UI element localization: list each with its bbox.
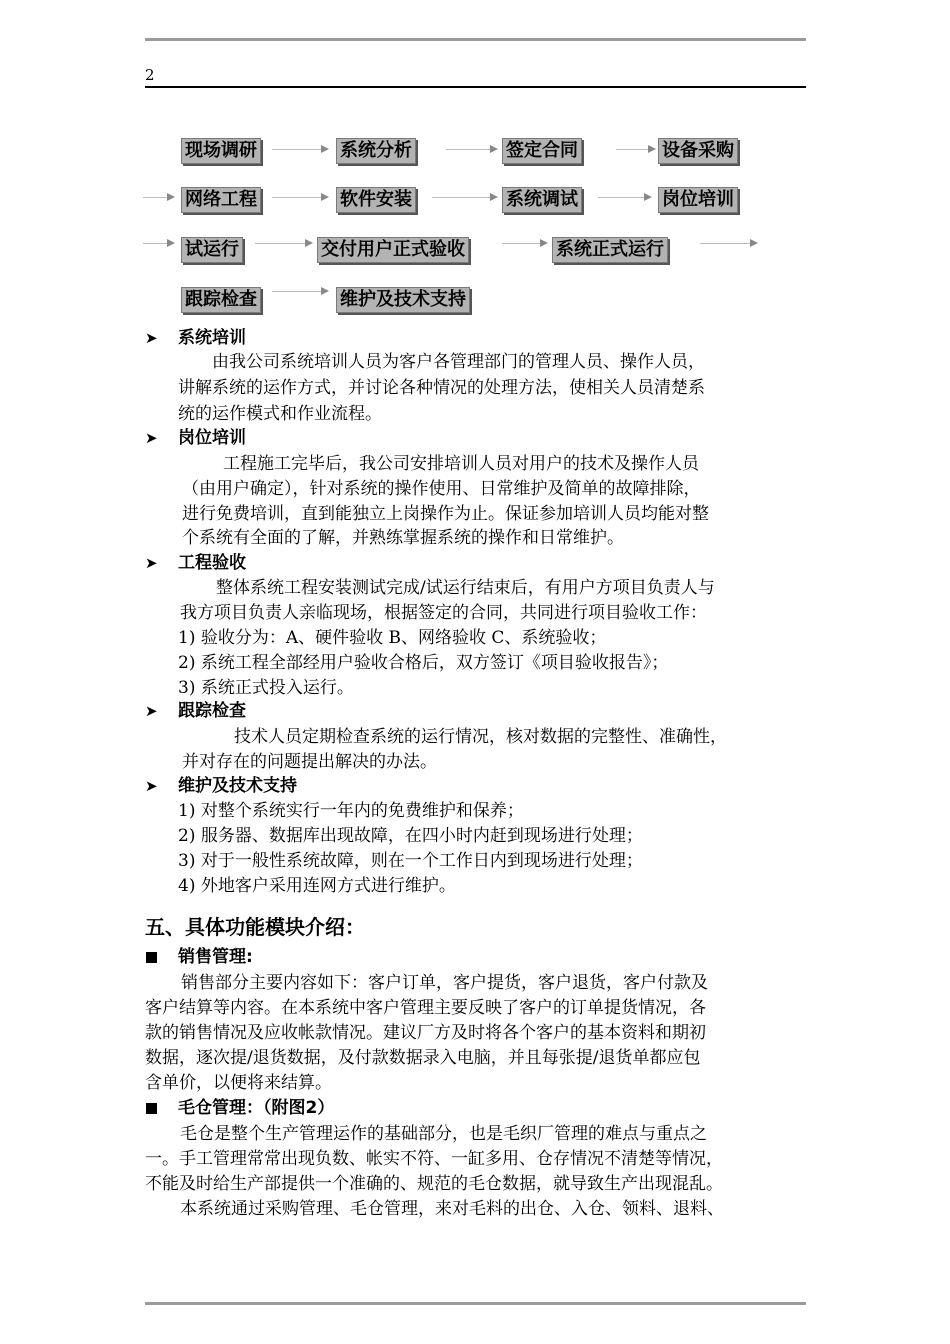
paragraph-line: 个系统有全面的了解，并熟练掌握系统的操作和日常维护。 <box>182 528 624 548</box>
chapter-title: 五、具体功能模块介绍： <box>145 915 365 939</box>
section-title-maintenance: 维护及技术支持 <box>178 776 297 796</box>
paragraph-line: 不能及时给生产部提供一个准确的、规范的毛仓数据，就导致生产出现混乱。 <box>145 1174 723 1194</box>
flow-arrow <box>432 197 496 198</box>
flow-step-user-acceptance: 交付用户正式验收 <box>317 237 469 263</box>
page-number: 2 <box>145 66 155 84</box>
flow-step-formal-operation: 系统正式运行 <box>552 237 668 263</box>
square-bullet-icon <box>146 1103 157 1114</box>
process-flow-diagram <box>0 0 950 320</box>
paragraph-line: （由用户确定），针对系统的操作使用、日常维护及简单的故障排除， <box>182 479 701 499</box>
paragraph-line: 技术人员定期检查系统的运行情况，核对数据的完整性、准确性， <box>234 727 727 747</box>
section-title-sales: 销售管理: <box>178 947 253 967</box>
flow-arrow <box>272 149 327 150</box>
paragraph-line: 数据，逐次提/退货数据，及付款数据录入电脑，并且每张提/退货单都应包 <box>145 1048 701 1068</box>
paragraph-line: 一。手工管理常常出现负数、帐实不符、一缸多用、仓存情况不清楚等情况， <box>145 1149 723 1169</box>
flow-step-system-analysis: 系统分析 <box>336 138 416 164</box>
section-title-training: 系统培训 <box>178 328 246 348</box>
paragraph-line: 我方项目负责人亲临现场，根据签定的合同，共同进行项目验收工作： <box>180 603 707 623</box>
flow-connector <box>616 149 654 150</box>
flow-step-maintenance: 维护及技术支持 <box>336 287 470 313</box>
flow-step-trial-run: 试运行 <box>181 237 243 263</box>
paragraph-line: 销售部分主要内容如下：客户订单，客户提货，客户退货，客户付款及 <box>181 973 708 993</box>
list-item: 1) 验收分为：A、硬件验收 B、网络验收 C、系统验收； <box>178 628 607 648</box>
section-title-post-training: 岗位培训 <box>178 428 246 448</box>
arrow-bullet-icon: ➤ <box>145 702 158 720</box>
flow-arrow <box>143 243 173 244</box>
flow-arrow <box>446 149 496 150</box>
paragraph-line: 本系统通过采购管理、毛仓管理，来对毛料的出仓、入仓、领料、退料、 <box>180 1199 724 1219</box>
square-bullet-icon <box>146 952 157 963</box>
paragraph-line: 统的运作模式和作业流程。 <box>178 404 382 424</box>
arrow-bullet-icon: ➤ <box>145 777 158 795</box>
arrow-bullet-icon: ➤ <box>145 329 158 347</box>
flow-arrow <box>272 197 327 198</box>
flow-arrow <box>255 243 311 244</box>
flow-step-tracking: 跟踪检查 <box>181 287 261 313</box>
paragraph-line: 款的销售情况及应收帐款情况。建议厂方及时将各个客户的基本资料和期初 <box>145 1023 706 1043</box>
flow-arrow <box>598 197 650 198</box>
section-title-wool-warehouse: 毛仓管理：（附图2） <box>178 1098 335 1118</box>
list-item: 2) 服务器、数据库出现故障，在四小时内赶到现场进行处理； <box>178 826 643 846</box>
paragraph-line: 工程施工完毕后，我公司安排培训人员对用户的技术及操作人员 <box>223 454 699 474</box>
list-item: 3) 对于一般性系统故障，则在一个工作日内到现场进行处理； <box>178 851 643 871</box>
arrow-bullet-icon: ➤ <box>145 554 158 572</box>
flow-step-equipment-purchase: 设备采购 <box>658 138 738 164</box>
paragraph-line: 客户结算等内容。在本系统中客户管理主要反映了客户的订单提货情况，各 <box>145 998 706 1018</box>
paragraph-line: 毛仓是整个生产管理运作的基础部分，也是毛织厂管理的难点与重点之 <box>180 1124 707 1144</box>
list-item: 3) 系统正式投入运行。 <box>178 678 354 698</box>
bottom-border <box>145 1302 806 1305</box>
paragraph-line: 整体系统工程安装测试完成/试运行结束后，有用户方项目负责人与 <box>216 578 715 598</box>
paragraph-line: 讲解系统的运作方式，并讨论各种情况的处理方法，使相关人员清楚系 <box>178 378 705 398</box>
flow-step-site-survey: 现场调研 <box>181 138 261 164</box>
flow-step-software-install: 软件安装 <box>336 187 416 213</box>
section-title-tracking: 跟踪检查 <box>178 701 246 721</box>
flow-step-system-debug: 系统调试 <box>502 187 582 213</box>
paragraph-line: 进行免费培训，直到能独立上岗操作为止。保证参加培训人员均能对整 <box>182 504 709 524</box>
flow-step-post-training: 岗位培训 <box>658 187 738 213</box>
arrow-bullet-icon: ➤ <box>145 429 158 447</box>
paragraph-line: 由我公司系统培训人员为客户各管理部门的管理人员、操作人员， <box>212 352 705 372</box>
flow-arrow <box>272 291 327 292</box>
flow-arrow <box>700 243 756 244</box>
flow-arrow <box>502 243 546 244</box>
paragraph-line: 并对存在的问题提出解决的办法。 <box>182 752 437 772</box>
flow-step-network-engineering: 网络工程 <box>181 187 261 213</box>
list-item: 2) 系统工程全部经用户验收合格后，双方签订《项目验收报告》； <box>178 653 669 673</box>
flow-step-sign-contract: 签定合同 <box>502 138 582 164</box>
list-item: 1) 对整个系统实行一年内的免费维护和保养； <box>178 801 524 821</box>
paragraph-line: 含单价，以便将来结算。 <box>145 1073 332 1093</box>
list-item: 4) 外地客户采用连网方式进行维护。 <box>178 876 456 896</box>
section-title-acceptance: 工程验收 <box>178 553 246 573</box>
flow-arrow <box>143 197 173 198</box>
